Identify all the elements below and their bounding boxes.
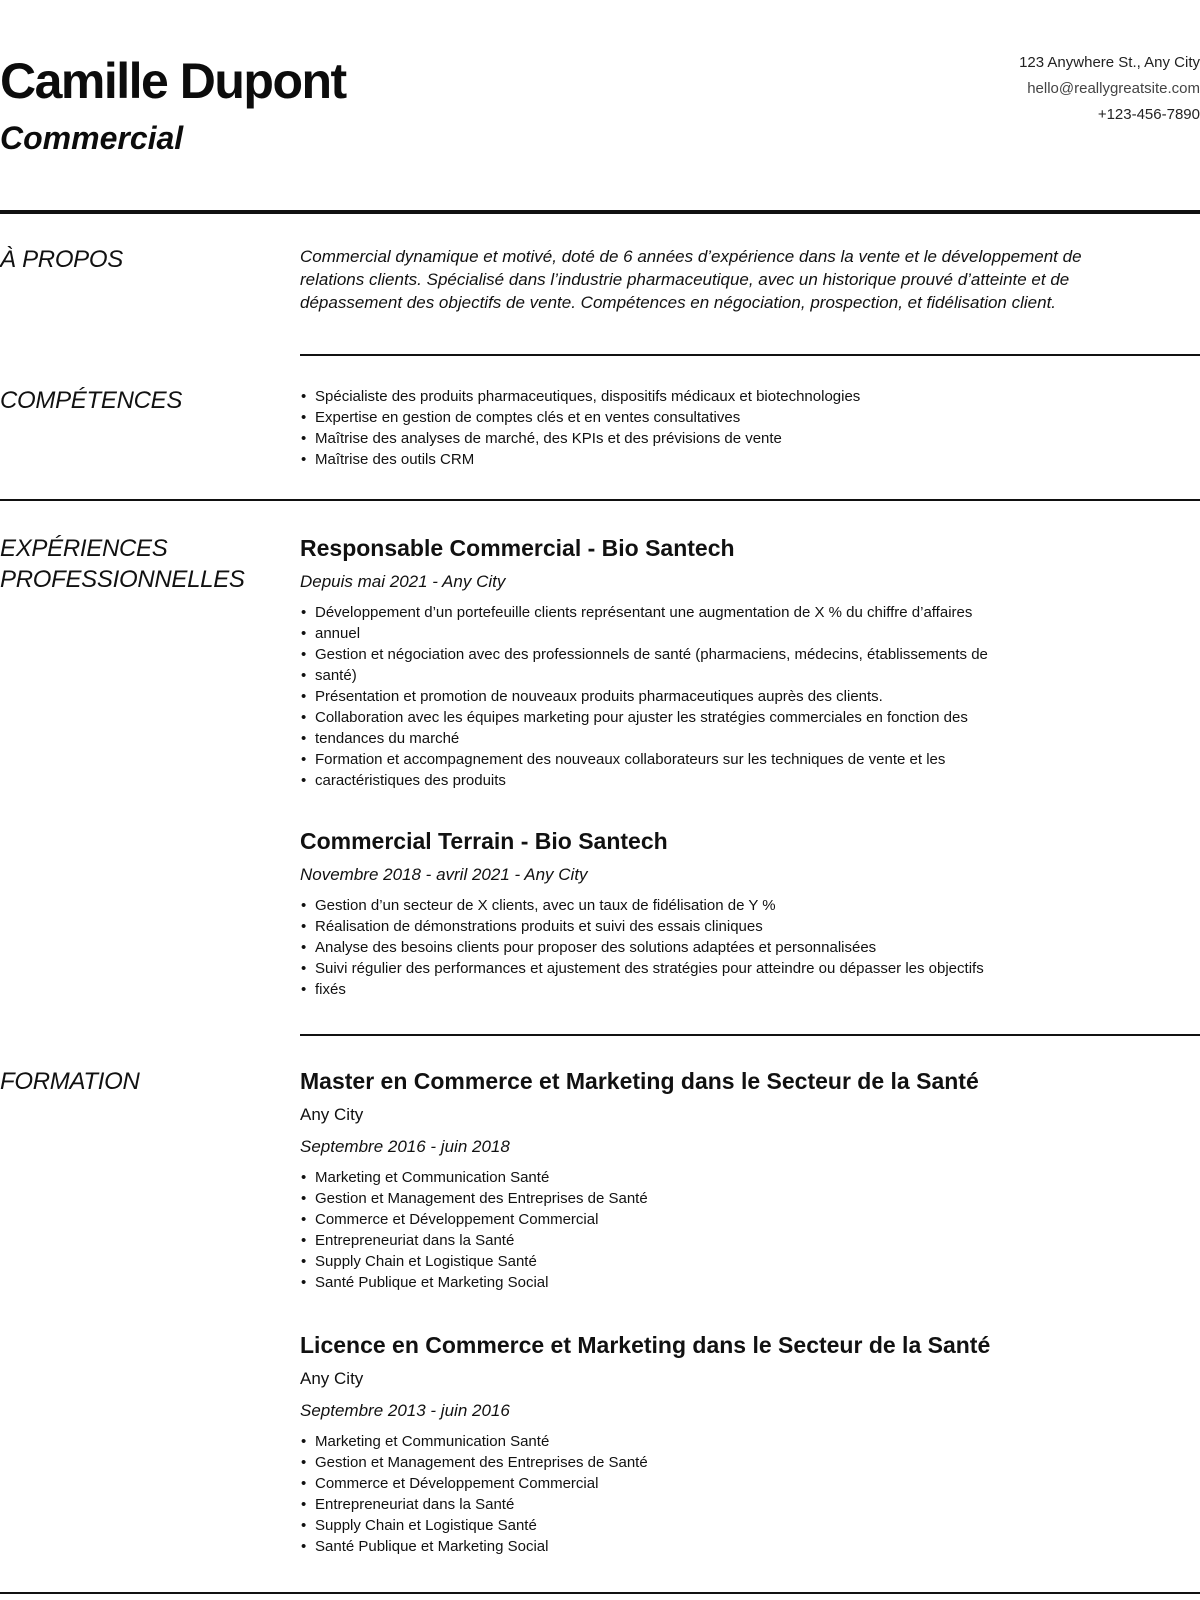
- experience-divider: [300, 1034, 1200, 1036]
- course-item: • Commerce et Développement Commercial: [300, 1209, 1180, 1230]
- email[interactable]: hello@reallygreatsite.com: [1027, 80, 1200, 97]
- course-item: • Commerce et Développement Commercial: [300, 1473, 1180, 1494]
- course-item: • Marketing et Communication Santé: [300, 1167, 1180, 1188]
- address: 123 Anywhere St., Any City: [1019, 54, 1200, 71]
- skill-item: • Expertise en gestion de comptes clés et en ventes consultatives: [300, 407, 1180, 428]
- job-duties: [300, 602, 1180, 791]
- skill-item: • Spécialiste des produits pharmaceutiques, dispositifs médicaux et biotechnologies: [300, 386, 1180, 407]
- duty-item: • Suivi régulier des performances et ajustement des stratégies pour atteindre ou dépasser les objectifs: [300, 958, 1180, 979]
- course-item: • Gestion et Management des Entreprises de Santé: [300, 1188, 1180, 1209]
- about-section: [300, 245, 1180, 314]
- course-item: • Santé Publique et Marketing Social: [300, 1536, 1180, 1557]
- duty-item: • Formation et accompagnement des nouveaux collaborateurs sur les techniques de vente et les: [300, 749, 1180, 770]
- degree-dates: Septembre 2013 - juin 2016: [300, 1401, 510, 1420]
- job-entry: [300, 533, 1180, 791]
- phone[interactable]: +123-456-7890: [1097, 106, 1200, 123]
- job-meta: Novembre 2018 - avril 2021 - Any City: [300, 865, 588, 884]
- section-title-experience: [0, 533, 245, 595]
- job-title: Commercial Terrain - Bio Santech: [300, 828, 668, 854]
- job-duties: [300, 895, 1180, 1000]
- job-entry: [300, 826, 1180, 1000]
- course-item: • Supply Chain et Logistique Santé: [300, 1251, 1180, 1272]
- course-item: • Marketing et Communication Santé: [300, 1431, 1180, 1452]
- experience-title-line: PROFESSIONNELLES: [0, 566, 245, 593]
- skills-section: [300, 386, 1180, 470]
- degree-place: Any City: [300, 1105, 364, 1124]
- section-title-skills: COMPÉTENCES: [0, 387, 183, 414]
- skills-list: [300, 386, 1180, 470]
- course-item: • Santé Publique et Marketing Social: [300, 1272, 1180, 1293]
- duty-item: • Développement d’un portefeuille clients représentant une augmentation de X % du chiffre d’affaires: [300, 602, 1180, 623]
- skill-item: • Maîtrise des outils CRM: [300, 449, 1180, 470]
- duty-item: • annuel: [300, 623, 1180, 644]
- contact-block: [1019, 50, 1200, 128]
- section-title-about: À PROPOS: [0, 246, 123, 273]
- job-meta: Depuis mai 2021 - Any City: [300, 572, 506, 591]
- skills-divider: [0, 499, 1200, 501]
- course-item: • Gestion et Management des Entreprises de Santé: [300, 1452, 1180, 1473]
- duty-item: • Collaboration avec les équipes marketing pour ajuster les stratégies commerciales en fonction des: [300, 707, 1180, 728]
- degree-courses: [300, 1431, 1180, 1557]
- candidate-name: Camille Dupont: [0, 53, 346, 109]
- course-item: • Supply Chain et Logistique Santé: [300, 1515, 1180, 1536]
- degree-dates: Septembre 2016 - juin 2018: [300, 1137, 510, 1156]
- about-divider: [300, 354, 1200, 356]
- about-line: dépassement des objectifs de vente. Compétences en négociation, prospection, et fidélisation client.: [300, 293, 1057, 312]
- duty-item: • caractéristiques des produits: [300, 770, 1180, 791]
- duty-item: • fixés: [300, 979, 1180, 1000]
- section-title-education: FORMATION: [0, 1068, 140, 1095]
- degree-courses: [300, 1167, 1180, 1293]
- skill-item: • Maîtrise des analyses de marché, des KPIs et des prévisions de vente: [300, 428, 1180, 449]
- duty-item: • Gestion d’un secteur de X clients, avec un taux de fidélisation de Y %: [300, 895, 1180, 916]
- about-line: relations clients. Spécialisé dans l’industrie pharmaceutique, avec un historique prouvé d’atteinte et de: [300, 270, 1070, 289]
- footer-divider: [0, 1592, 1200, 1594]
- duty-item: • Analyse des besoins clients pour proposer des solutions adaptées et personnalisées: [300, 937, 1180, 958]
- about-text: [300, 245, 1180, 314]
- duty-item: • Gestion et négociation avec des professionnels de santé (pharmaciens, médecins, établissements de: [300, 644, 1180, 665]
- degree-title: Licence en Commerce et Marketing dans le Secteur de la Santé: [300, 1332, 991, 1358]
- degree-entry: [300, 1330, 1180, 1557]
- duty-item: • Présentation et promotion de nouveaux produits pharmaceutiques auprès des clients.: [300, 686, 1180, 707]
- duty-item: • Réalisation de démonstrations produits et suivi des essais cliniques: [300, 916, 1180, 937]
- duty-item: • santé): [300, 665, 1180, 686]
- header-divider: [0, 210, 1200, 214]
- degree-title: Master en Commerce et Marketing dans le Secteur de la Santé: [300, 1068, 979, 1094]
- duty-item: • tendances du marché: [300, 728, 1180, 749]
- job-title: Responsable Commercial - Bio Santech: [300, 535, 735, 561]
- about-line: Commercial dynamique et motivé, doté de 6 années d’expérience dans la vente et le développement de: [300, 247, 1082, 266]
- course-item: • Entrepreneuriat dans la Santé: [300, 1494, 1180, 1515]
- course-item: • Entrepreneuriat dans la Santé: [300, 1230, 1180, 1251]
- job-role: Commercial: [0, 120, 184, 156]
- degree-entry: [300, 1066, 1180, 1293]
- experience-title-line: EXPÉRIENCES: [0, 535, 168, 562]
- degree-place: Any City: [300, 1369, 364, 1388]
